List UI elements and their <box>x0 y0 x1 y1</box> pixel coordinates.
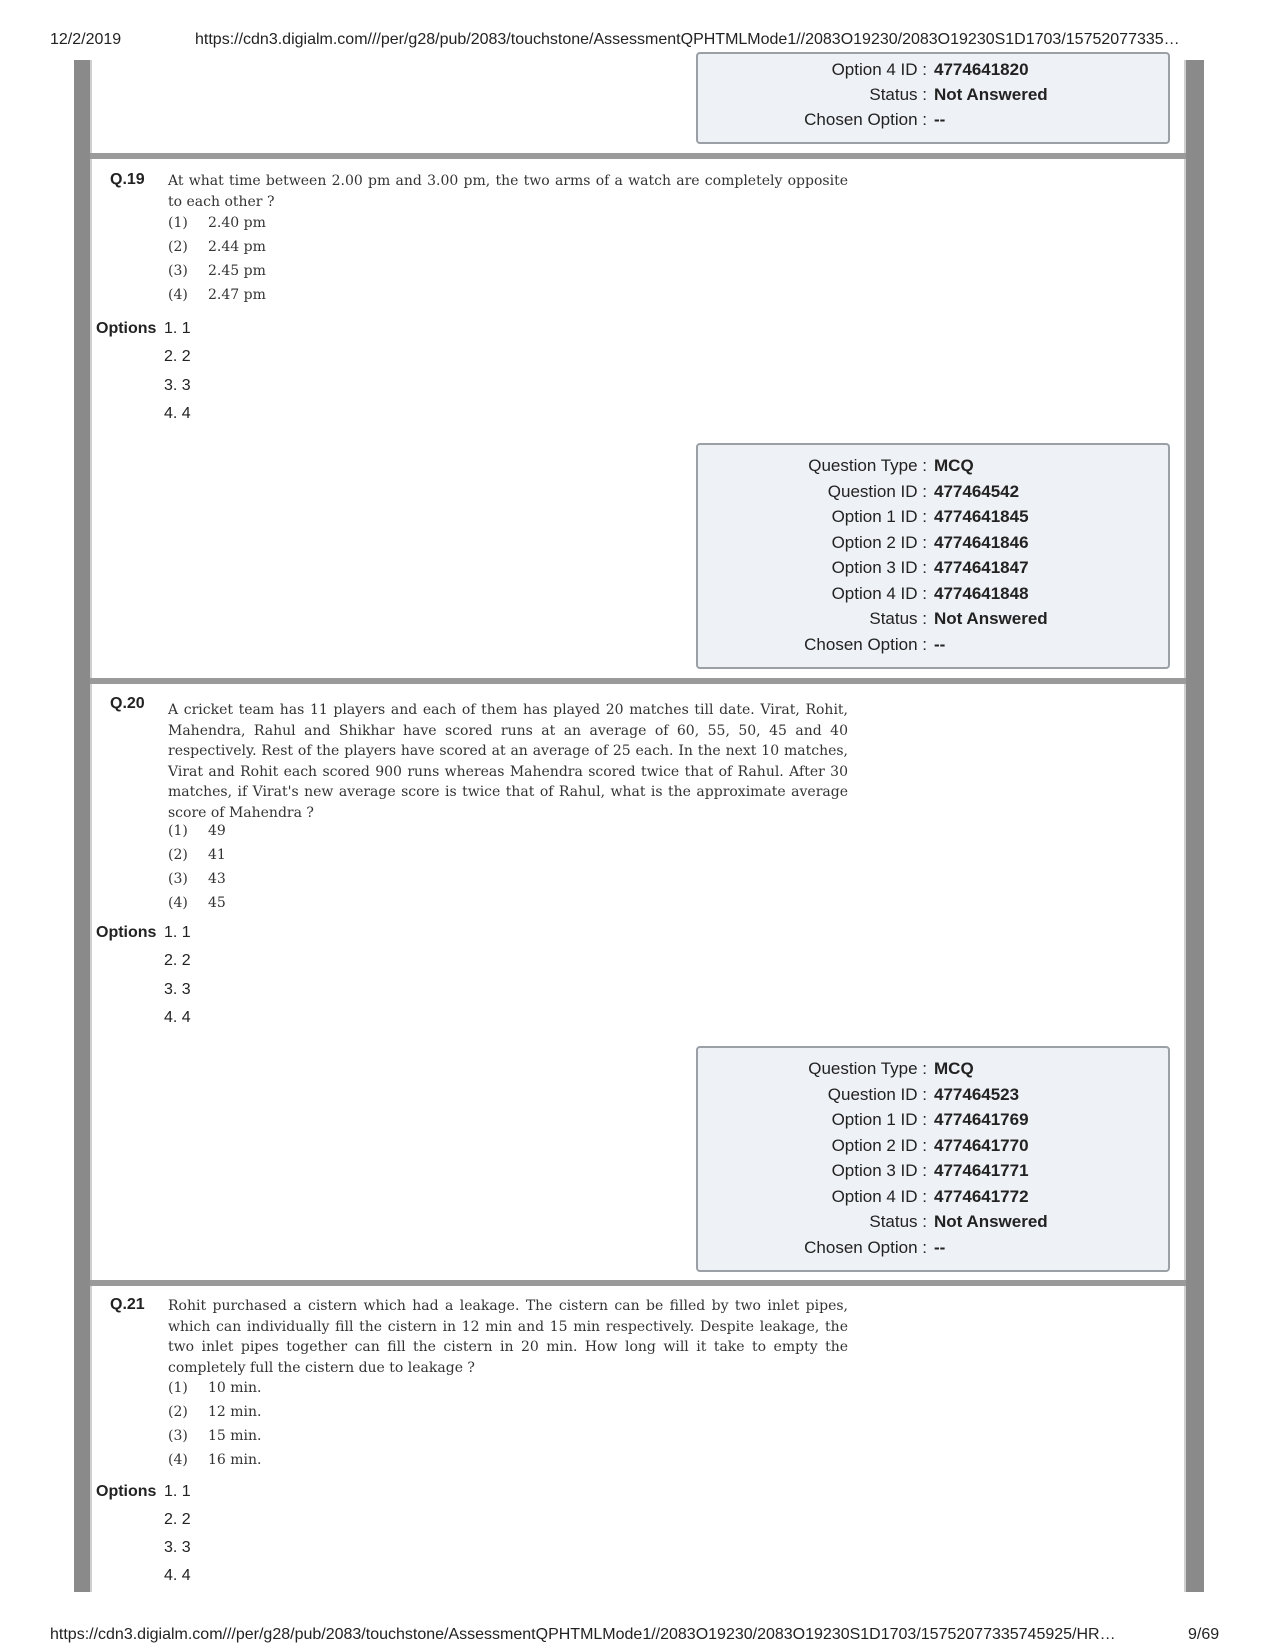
option-item: 1. 1 <box>164 320 191 337</box>
question-number: Q.19 <box>110 171 145 188</box>
question-info-box <box>696 1046 1170 1272</box>
question-text: Rohit purchased a cistern which had a leakage. The cistern can be filled by two inlet pipes, which can individually fill the cistern in 12 min and 15 min respectively. Despite leakage, the two inlet pipes together can fill the cistern in 20 min. How long will it take to empty the completely full the cistern due to leakage ? <box>168 1298 848 1376</box>
frame-right-inner-line <box>1184 60 1186 1592</box>
options-label: Options <box>96 1483 157 1500</box>
question-separator <box>90 153 1186 159</box>
option-item: 1. 1 <box>164 924 191 941</box>
print-footer-url: https://cdn3.digialm.com///per/g28/pub/2083/touchstone/AssessmentQPHTMLMode1//2083O19230/2083O19230S1D1703/15752077335745925/HR… <box>50 1626 1116 1643</box>
question-choice: (1) 2.40 pm <box>168 215 266 231</box>
question-separator <box>90 1280 1186 1286</box>
question-info-box-prev <box>696 52 1170 144</box>
question-choice: (3) 15 min. <box>168 1428 262 1444</box>
question-choice: (2) 12 min. <box>168 1404 262 1420</box>
question-choice: (3) 2.45 pm <box>168 263 266 279</box>
question-text: A cricket team has 11 players and each of them has played 20 matches till date. Virat, Rohit, Mahendra, Rahul and Shikhar have scored runs at an average of 60, 55, 50, 45 and 40 respectively. Rest of the players have scored at an average of 25 each. In the next 10 matches, Virat and Rohit each scored 900 runs whereas Mahendra scored twice that of Rahul. After 30 matches, if Virat's new average score is twice that of Rahul, what is the approximate average score of Mahendra ? <box>168 702 848 821</box>
info-row-question-type: Question Type : MCQ <box>808 456 974 475</box>
option-item: 4. 4 <box>164 405 191 422</box>
question-number: Q.21 <box>110 1296 145 1313</box>
print-header-url: https://cdn3.digialm.com///per/g28/pub/2083/touchstone/AssessmentQPHTMLMode1//2083O19230/2083O19230S1D1703/15752077335… <box>195 31 1180 48</box>
option-item: 2. 2 <box>164 1511 191 1528</box>
info-row-option2-id: Option 2 ID : 4774641846 <box>831 533 1029 552</box>
question-choice: (3) 43 <box>168 871 226 887</box>
options-label: Options <box>96 320 157 337</box>
frame-left-inner-line <box>90 60 92 1592</box>
info-row-option4-id: Option 4 ID : 4774641848 <box>831 584 1029 603</box>
question-choice: (4) 45 <box>168 895 226 911</box>
question-separator <box>90 678 1186 684</box>
frame-right-border <box>1186 60 1204 1592</box>
question-number: Q.20 <box>110 695 145 712</box>
info-row-chosen-option: Chosen Option : -- <box>804 110 946 129</box>
info-row-question-type: Question Type : MCQ <box>808 1059 974 1078</box>
info-row-option1-id: Option 1 ID : 4774641845 <box>831 507 1029 526</box>
option-item: 3. 3 <box>164 377 191 394</box>
question-choice: (1) 10 min. <box>168 1380 262 1396</box>
question-choice: (4) 2.47 pm <box>168 287 266 303</box>
info-row-option4-id: Option 4 ID : 4774641820 <box>831 60 1029 79</box>
question-text: At what time between 2.00 pm and 3.00 pm, the two arms of a watch are completely opposite to each other ? <box>168 173 848 210</box>
info-row-status: Status : Not Answered <box>869 85 1048 104</box>
info-row-chosen-option: Chosen Option : -- <box>804 1238 946 1257</box>
option-item: 1. 1 <box>164 1483 191 1500</box>
option-item: 4. 4 <box>164 1009 191 1026</box>
info-row-option2-id: Option 2 ID : 4774641770 <box>831 1136 1029 1155</box>
info-row-chosen-option: Chosen Option : -- <box>804 635 946 654</box>
question-info-box <box>696 443 1170 669</box>
question-choice: (2) 2.44 pm <box>168 239 266 255</box>
info-row-status: Status : Not Answered <box>869 1212 1048 1231</box>
info-row-question-id: Question ID : 477464542 <box>827 482 1020 501</box>
option-item: 4. 4 <box>164 1567 191 1584</box>
option-item: 2. 2 <box>164 348 191 365</box>
option-item: 2. 2 <box>164 952 191 969</box>
print-date: 12/2/2019 <box>50 31 122 48</box>
info-row-question-id: Question ID : 477464523 <box>827 1085 1020 1104</box>
question-choice: (2) 41 <box>168 847 226 863</box>
frame-left-border <box>74 60 90 1592</box>
page-number: 9/69 <box>1188 1626 1220 1643</box>
info-row-option1-id: Option 1 ID : 4774641769 <box>831 1110 1029 1129</box>
info-row-option3-id: Option 3 ID : 4774641771 <box>831 1161 1029 1180</box>
info-row-status: Status : Not Answered <box>869 609 1048 628</box>
info-row-option3-id: Option 3 ID : 4774641847 <box>831 558 1029 577</box>
info-row-option4-id: Option 4 ID : 4774641772 <box>831 1187 1029 1206</box>
question-choice: (1) 49 <box>168 823 226 839</box>
question-choice: (4) 16 min. <box>168 1452 262 1468</box>
option-item: 3. 3 <box>164 1539 191 1556</box>
options-label: Options <box>96 924 157 941</box>
option-item: 3. 3 <box>164 981 191 998</box>
